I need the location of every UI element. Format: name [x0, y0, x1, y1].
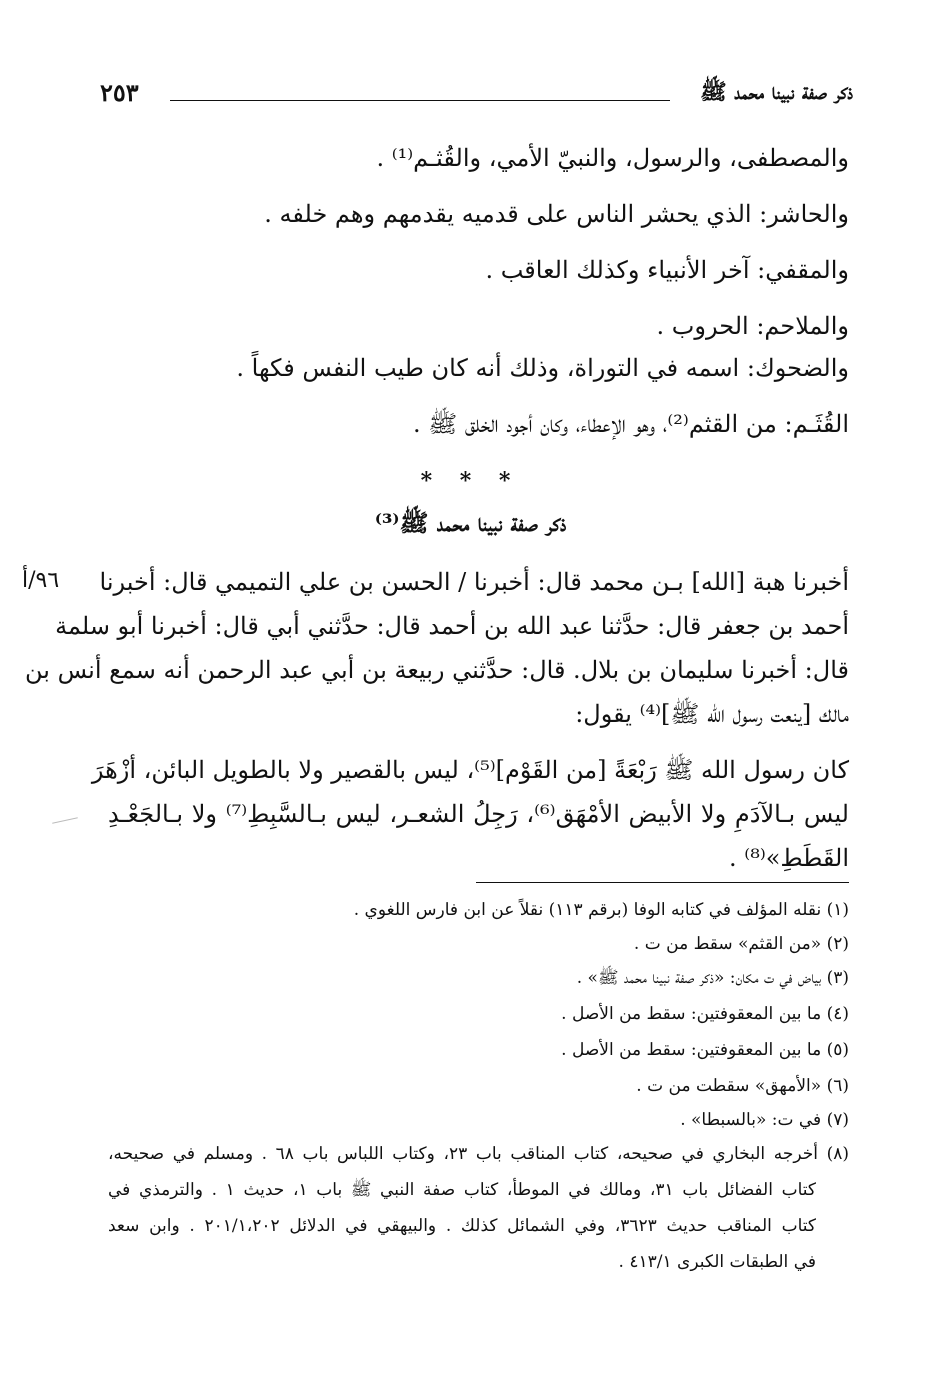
- isnad-line: قال: أخبرنا سليمان بن بلال. قال: حدَّثني ربيعة بن أبي عبد الرحمن أنه سمع أنس بن: [24, 656, 849, 684]
- footnote-continuation: كتاب الفضائل باب ٣١، ومالك في الموطأ، كتاب صفة النبي ﷺ باب ١، حديث ١ . والترمذي في: [108, 1180, 817, 1200]
- section-separator: * * *: [420, 468, 521, 494]
- isnad-line: أحمد بن جعفر قال: حدَّثنا عبد الله بن أحمد قال: حدَّثني أبي قال: أخبرنا أبو سلمة: [55, 612, 849, 640]
- footnote: (١) نقله المؤلف في كتابه الوفا (برقم ١١٣) نقلاً عن ابن فارس اللغوي .: [353, 900, 849, 920]
- body-line: والضحوك: اسمه في التوراة، وذلك أنه كان طيب النفس فكهاً .: [236, 354, 849, 382]
- section-title: ذكر صفة نبينا محمد ﷺ⁽³⁾: [374, 508, 567, 537]
- page-number: ٢٥٣: [100, 78, 139, 107]
- footnote-continuation: في الطبقات الكبرى ٤١٣/١ .: [618, 1252, 816, 1272]
- footnote-rule: [476, 882, 849, 883]
- footnote: (٨) أخرجه البخاري في صحيحه، كتاب المناقب باب ٢٣، وكتاب اللباس باب ٦٨ . ومسلم في صحيحه،: [108, 1144, 849, 1164]
- footnote: (٤) ما بين المعقوفتين: سقط من الأصل .: [561, 1004, 849, 1024]
- footnote: (٦) «الأمهق» سقطت من ت .: [636, 1076, 849, 1096]
- body-line: والمصطفى، والرسول، والنبيّ الأمي، والقُثـم⁽¹⁾ .: [376, 144, 849, 172]
- body-line: والمقفي: آخر الأنبياء وكذلك العاقب .: [485, 256, 849, 284]
- header-rule: [170, 100, 670, 101]
- footnote: (٣) بياض في ت مكان: «ذكر صفة نبينا محمد ﷺ» .: [576, 968, 849, 988]
- footnote: (٢) «من القثم» سقط من ت .: [633, 934, 849, 954]
- footnote: (٧) في ت: «بالسبطا» .: [680, 1110, 849, 1130]
- body-line: القُثَـم: من القثم⁽²⁾، وهو الإعطاء، وكان أجود الخلق ﷺ .: [413, 410, 849, 438]
- margin-mark: [52, 817, 78, 823]
- running-header-title: ذكر صفة نبينا محمد ﷺ: [700, 79, 853, 105]
- manuscript-folio-ref: ٩٦/أ: [22, 568, 60, 593]
- hadith-line: القَطَطِ»⁽⁸⁾ .: [729, 844, 849, 872]
- hadith-line: ليس بـالآدَمِ ولا الأبيض الأمْهَق⁽⁶⁾، رَجِلُ الشعـر، ليس بـالسَّبِطِ⁽⁷⁾ ولا بـالجَعْـدِ: [108, 800, 849, 828]
- isnad-line: مالك [ينعت رسول الله ﷺ]⁽⁴⁾ يقول:: [575, 700, 849, 728]
- footnote: (٥) ما بين المعقوفتين: سقط من الأصل .: [561, 1040, 849, 1060]
- body-line: والحاشر: الذي يحشر الناس على قدميه يقدمهم وهم خلفه .: [264, 200, 849, 228]
- hadith-line: كان رسول الله ﷺ رَبْعَةً [من القَوْم]⁽⁵⁾، ليس بالقصير ولا بالطويل البائن، أزْهَرَ: [91, 756, 849, 784]
- isnad-line: أخبرنا هبة [الله] بـن محمد قال: أخبرنا / الحسن بن علي التميمي قال: أخبرنا: [99, 568, 849, 596]
- footnote-continuation: كتاب المناقب حديث ٣٦٢٣، وفي الشمائل كذلك . والبيهقي في الدلائل ٢٠١/١،٢٠٢ . وابن سعد: [108, 1216, 816, 1236]
- body-line: والملاحم: الحروب .: [656, 312, 849, 340]
